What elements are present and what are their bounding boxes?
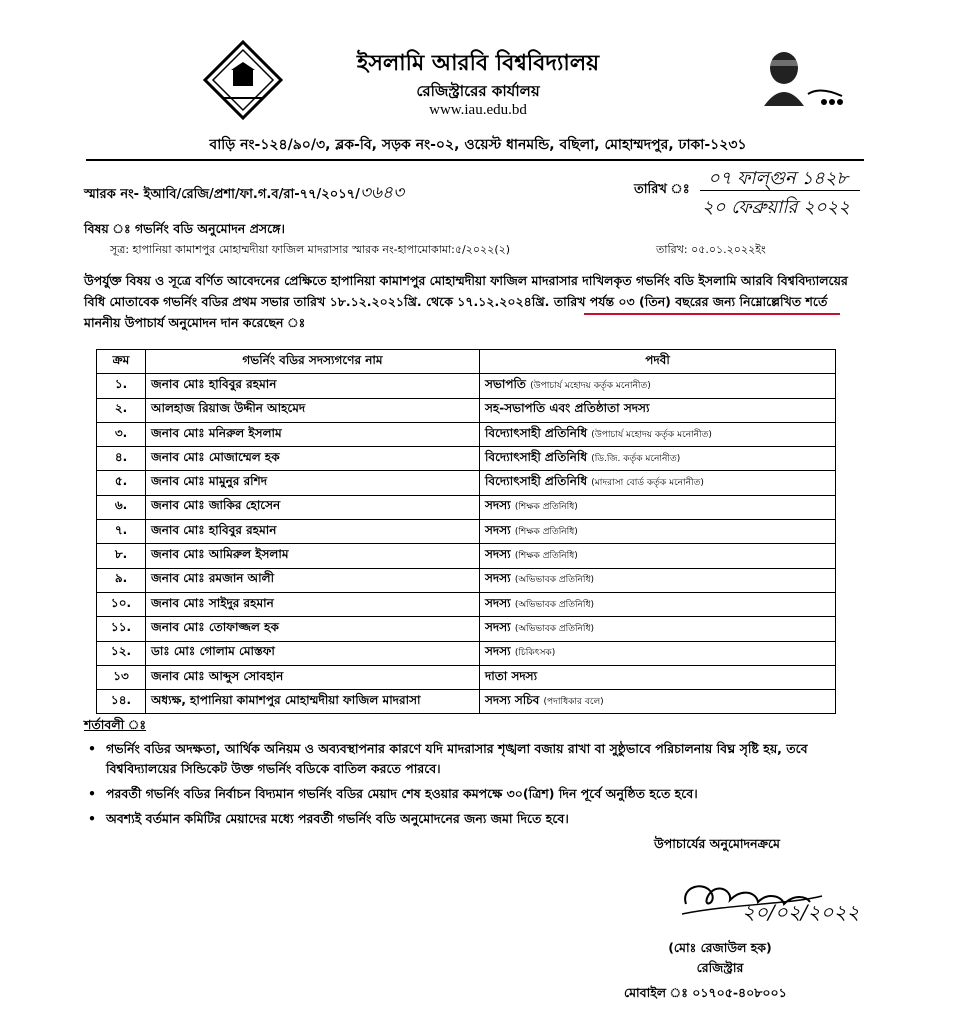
member-position-note: (পদাধিকার বলে) — [543, 696, 604, 707]
member-serial: ৩. — [97, 422, 146, 446]
member-name: ডাঃ মোঃ গোলাম মোস্তফা — [146, 641, 480, 665]
table-row — [97, 374, 836, 398]
bullet-icon: • — [88, 786, 96, 801]
member-position-cell — [480, 471, 836, 495]
date-divider — [700, 190, 860, 191]
approval-note: উপাচার্যের অনুমোদনক্রমে — [654, 836, 780, 851]
member-position-note: (অভিভাবক প্রতিনিধি) — [514, 599, 595, 610]
member-name: জনাব মোঃ মোজাম্মেল হক — [146, 447, 480, 471]
member-position-cell — [480, 374, 836, 398]
member-serial: ৪. — [97, 447, 146, 471]
member-position: সদস্য — [485, 547, 511, 562]
member-position: সদস্য — [485, 522, 511, 537]
term-item — [84, 784, 854, 804]
table-row — [97, 447, 836, 471]
member-serial: ৯. — [97, 568, 146, 592]
member-name: জনাব মোঃ তোফাজ্জল হক — [146, 617, 480, 641]
subject-line: বিষয় ঃ গভর্নিং বডি অনুমোদন প্রসঙ্গে। — [84, 221, 285, 236]
member-position: বিদ্যোৎসাহী প্রতিনিধি — [485, 449, 588, 464]
member-serial: ২. — [97, 398, 146, 422]
member-position-note: (মাদরাসা বোর্ড কর্তৃক মনোনীত) — [591, 478, 704, 489]
member-position: সদস্য — [485, 644, 511, 659]
table-row — [97, 690, 836, 714]
member-position-note: (উপাচার্য মহোদয় কর্তৃক মনোনীত) — [591, 429, 712, 440]
table-row — [97, 617, 836, 641]
period-red-underline — [584, 313, 840, 315]
member-serial: ১২. — [97, 641, 146, 665]
table-row — [97, 520, 836, 544]
member-serial: ১১. — [97, 617, 146, 641]
member-name: জনাব মোঃ আমিরুল ইসলাম — [146, 544, 480, 568]
member-serial: ১. — [97, 374, 146, 398]
member-name: অধ্যক্ষ, হাপানিয়া কামাশপুর মোহাম্মদীয়া ফাজিল মাদরাসা — [146, 690, 480, 714]
member-name: জনাব মোঃ জাকির হোসেন — [146, 495, 480, 519]
member-position-note: (উপাচার্য মহোদয় কর্তৃক মনোনীত) — [530, 380, 651, 391]
member-position-note: (শিক্ষক প্রতিনিধি) — [514, 502, 578, 513]
member-position-note: (ডি.জি. কর্তৃক মনোনীত) — [591, 453, 681, 464]
table-row — [97, 398, 836, 422]
table-row — [97, 568, 836, 592]
member-position-cell — [480, 447, 836, 471]
member-position: বিদ্যোৎসাহী প্রতিনিধি — [485, 425, 588, 440]
signatory-title: রেজিস্ট্রার — [696, 960, 744, 975]
header-name: গভর্নিং বডির সদস্যগণের নাম — [146, 350, 480, 374]
member-serial: ৭. — [97, 520, 146, 544]
table-header-row — [97, 350, 836, 374]
university-name: ইসলামি আরবি বিশ্ববিদ্যালয় — [356, 51, 600, 76]
member-position: বিদ্যোৎসাহী প্রতিনিধি — [485, 474, 588, 489]
table-row — [97, 641, 836, 665]
member-position-cell — [480, 690, 836, 714]
member-position-note: (অভিভাবক প্রতিনিধি) — [514, 623, 595, 634]
member-position-note: (অভিভাবক প্রতিনিধি) — [514, 575, 595, 586]
member-position-cell — [480, 422, 836, 446]
member-serial: ৮. — [97, 544, 146, 568]
term-text: গভর্নিং বডির অদক্ষতা, আর্থিক অনিয়ম ও অব্যবস্থাপনার কারণে যদি মাদরাসার শৃঙ্খলা বজায় রাখা বা সুষ্ঠুভাবে পরিচালনায় বিঘ্ন সৃষ্টি হয়, তবে বিশ্ববিদ্যালয়ের সিন্ডিকেট উক্ত গভর্নিং বডিকে বাতিল করতে পারবে। — [106, 741, 808, 776]
website-link[interactable]: www.iau.edu.bd — [429, 102, 527, 118]
bullet-icon: • — [88, 811, 96, 826]
member-position-cell — [480, 544, 836, 568]
header-divider — [86, 159, 864, 161]
date-handwritten-gregorian: ২০ ফেব্রুয়ারি ২০২২ — [702, 197, 850, 218]
member-name: জনাব মোঃ হাবিবুর রহমান — [146, 374, 480, 398]
table-row — [97, 544, 836, 568]
member-name: আলহাজ রিয়াজ উদ্দীন আহমেদ — [146, 398, 480, 422]
members-table — [96, 349, 836, 714]
member-serial: ১০. — [97, 592, 146, 616]
body-paragraph — [84, 270, 854, 333]
member-position-note: (শিক্ষক প্রতিনিধি) — [514, 551, 578, 562]
member-name: জনাব মোঃ মামুনুর রশিদ — [146, 471, 480, 495]
table-row — [97, 422, 836, 446]
memo-label: স্মারক নং- ইআবি/রেজি/প্রশা/ফা.গ.ব/রা-৭৭/২০১৭/ — [84, 187, 360, 202]
table-row — [97, 592, 836, 616]
member-name: জনাব মোঃ হাবিবুর রহমান — [146, 520, 480, 544]
member-position-cell — [480, 592, 836, 616]
office-address: বাড়ি নং-১২৪/৯০/৩, ব্লক-বি, সড়ক নং-০২, ওয়েস্ট ধানমন্ডি, বছিলা, মোহাম্মদপুর, ঢাকা-১২৩১ — [209, 137, 747, 153]
member-name: জনাব মোঃ রমজান আলী — [146, 568, 480, 592]
member-name: জনাব মোঃ সাইদুর রহমান — [146, 592, 480, 616]
member-position: সভাপতি — [485, 376, 526, 391]
body-text-part2: তারিখ পর্যন্ত ০৩ (তিন) বছরের জন্য নিম্নোল্লেখিত শর্তে মাননীয় উপাচার্য অনুমোদন দান করেছেন ঃ — [84, 294, 828, 330]
member-position-note: (চিকিৎসক) — [514, 648, 556, 659]
member-name: জনাব মোঃ আব্দুস সোবহান — [146, 665, 480, 689]
signature-date: ২০/০২/২০২২ — [742, 900, 860, 924]
member-position-cell — [480, 398, 836, 422]
member-position: সদস্য — [485, 571, 511, 586]
date-label: তারিখ ঃ — [634, 182, 690, 197]
member-serial: ৬. — [97, 495, 146, 519]
table-row — [97, 665, 836, 689]
signatory-name: (মোঃ রেজাউল হক) — [668, 940, 772, 955]
member-position-cell — [480, 641, 836, 665]
term-item — [84, 739, 854, 779]
member-serial: ৫. — [97, 471, 146, 495]
members-table-body — [97, 374, 836, 714]
member-position: সদস্য — [485, 619, 511, 634]
member-position: সদস্য — [485, 498, 511, 513]
terms-title: শর্তাবলী ঃ — [84, 717, 147, 732]
memo-handwritten-number: ৩৬৪৩ — [359, 183, 405, 203]
memo-number — [84, 180, 404, 208]
registrar-office: রেজিস্ট্রারের কার্যালয় — [416, 82, 540, 100]
member-name: জনাব মোঃ মনিরুল ইসলাম — [146, 422, 480, 446]
member-position: সদস্য সচিব — [485, 692, 540, 707]
header-serial: ক্রম — [97, 350, 146, 374]
reference-date: তারিখ: ০৫.০১.২০২২ইং — [656, 243, 766, 256]
table-row — [97, 495, 836, 519]
member-serial: ১৪. — [97, 690, 146, 714]
term-text: পরবর্তী গভর্নিং বডির নির্বাচন বিদ্যমান গভর্নিং বডির মেয়াদ শেষ হওয়ার কমপক্ষে ৩০(ত্রিশ) দিন পূর্বে অনুষ্ঠিত হতে হবে। — [106, 786, 698, 801]
body-text-part1: উপর্যুক্ত বিষয় ও সূত্রে বর্ণিত আবেদনের প্রেক্ষিতে হাপানিয়া কামাশপুর মোহাম্মদীয়া ফাজিল মাদরাসার দাখিলকৃত গভর্নিং বডি ইসলামি আরবি বিশ্ববিদ্যালয়ের বিধি মোতাবেক গভর্নিং বডির প্রথম সভার তারিখ — [84, 273, 848, 309]
term-text: অবশ্যই বর্তমান কমিটির মেয়াদের মধ্যে পরবর্তী গভর্নিং বডি অনুমোদনের জন্য জমা দিতে হবে। — [106, 811, 569, 826]
term-item — [84, 809, 854, 829]
bullet-icon: • — [88, 741, 96, 756]
member-position: সহ-সভাপতি এবং প্রতিষ্ঠাতা সদস্য — [485, 401, 650, 416]
member-position-cell — [480, 520, 836, 544]
member-position: সদস্য — [485, 595, 511, 610]
member-position-cell — [480, 617, 836, 641]
reference-line: সূত্র: হাপানিয়া কামাশপুর মোহাম্মদীয়া ফাজিল মাদরাসার স্মারক নং-হাপামোকামা:৫/২০২২(২) — [110, 243, 511, 256]
date-handwritten-bangla: ০৭ ফাল্গুন ১৪২৮ — [708, 168, 849, 189]
terms-list — [84, 739, 854, 834]
member-position: দাতা সদস্য — [485, 668, 538, 683]
member-position-note: (শিক্ষক প্রতিনিধি) — [514, 526, 578, 537]
signatory-mobile: মোবাইল ঃ ০১৭০৫-৪০৮০০১ — [624, 985, 787, 1000]
approval-period: ১৮.১২.২০২১খ্রি. থেকে ১৭.১২.২০২৪খ্রি. — [329, 294, 550, 309]
member-position-cell — [480, 568, 836, 592]
table-row — [97, 471, 836, 495]
header-position: পদবী — [480, 350, 836, 374]
member-serial: ১৩ — [97, 665, 146, 689]
member-position-cell — [480, 495, 836, 519]
portrait-emblem — [758, 44, 846, 114]
member-position-cell — [480, 665, 836, 689]
